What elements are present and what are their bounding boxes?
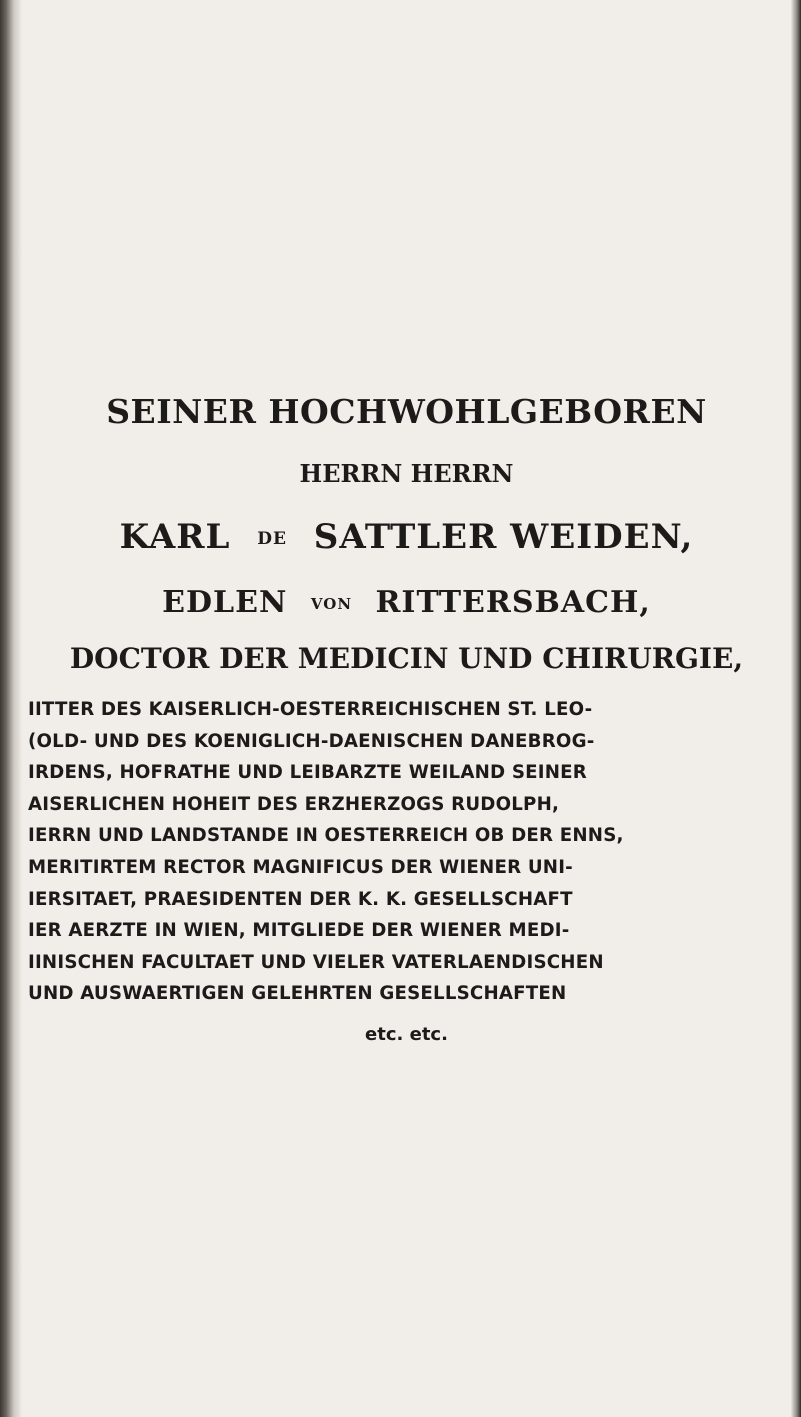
credentials-line: IER AERZTE IN WIEN, MITGLIEDE DER WIENER MEDI- <box>28 920 570 942</box>
title-left: EDLEN <box>162 585 288 620</box>
credentials-line: IERRN UND LANDSTANDE IN OESTERREICH OB DER ENNS, <box>28 825 624 847</box>
credentials-line: AISERLICHEN HOHEIT DES ERZHERZOGS RUDOLPH, <box>28 793 560 815</box>
recipient-last-name: WEIDEN, <box>510 517 694 557</box>
credentials-line: MERITIRTEM RECTOR MAGNIFICUS DER WIENER UNI- <box>28 856 573 878</box>
name-particle: DE <box>257 529 287 549</box>
doctor-degree-line: DOCTOR DER MEDICIN UND CHIRURGIE, <box>69 642 744 675</box>
dedication-heading: SEINER HOCHWOHLGEBOREN <box>106 392 707 431</box>
page-binding-edge-left <box>0 0 22 1417</box>
page-edge-right <box>791 0 801 1417</box>
credentials-line: IRDENS, HOFRATHE UND LEIBARZTE WEILAND SEINER <box>28 762 588 784</box>
honorific-line: HERRN HERRN <box>299 459 514 488</box>
credentials-line: IINISCHEN FACULTAET UND VIELER VATERLAENDISCHEN <box>28 951 604 973</box>
credentials-line: IERSITAET, PRAESIDENTEN DER K. K. GESELLSCHAFT <box>28 888 573 910</box>
credentials-line: UND AUSWAERTIGEN GELEHRTEN GESELLSCHAFTEN <box>28 983 567 1005</box>
noble-title-line <box>22 585 791 620</box>
title-right: RITTERSBACH, <box>375 585 651 620</box>
recipient-middle-name: SATTLER <box>313 517 498 557</box>
credentials-line: (OLD- UND DES KOENIGLICH-DAENISCHEN DANEBROG- <box>28 730 595 752</box>
recipient-name-line <box>22 517 791 557</box>
credentials-line: IITTER DES KAISERLICH-OESTERREICHISCHEN ST. LEO- <box>28 699 593 720</box>
etc-closing: etc. etc. <box>365 1024 448 1045</box>
dedication-page <box>22 0 791 1417</box>
credentials-paragraph <box>22 694 791 1010</box>
recipient-first-name: KARL <box>119 517 231 557</box>
title-particle: VON <box>310 595 353 613</box>
